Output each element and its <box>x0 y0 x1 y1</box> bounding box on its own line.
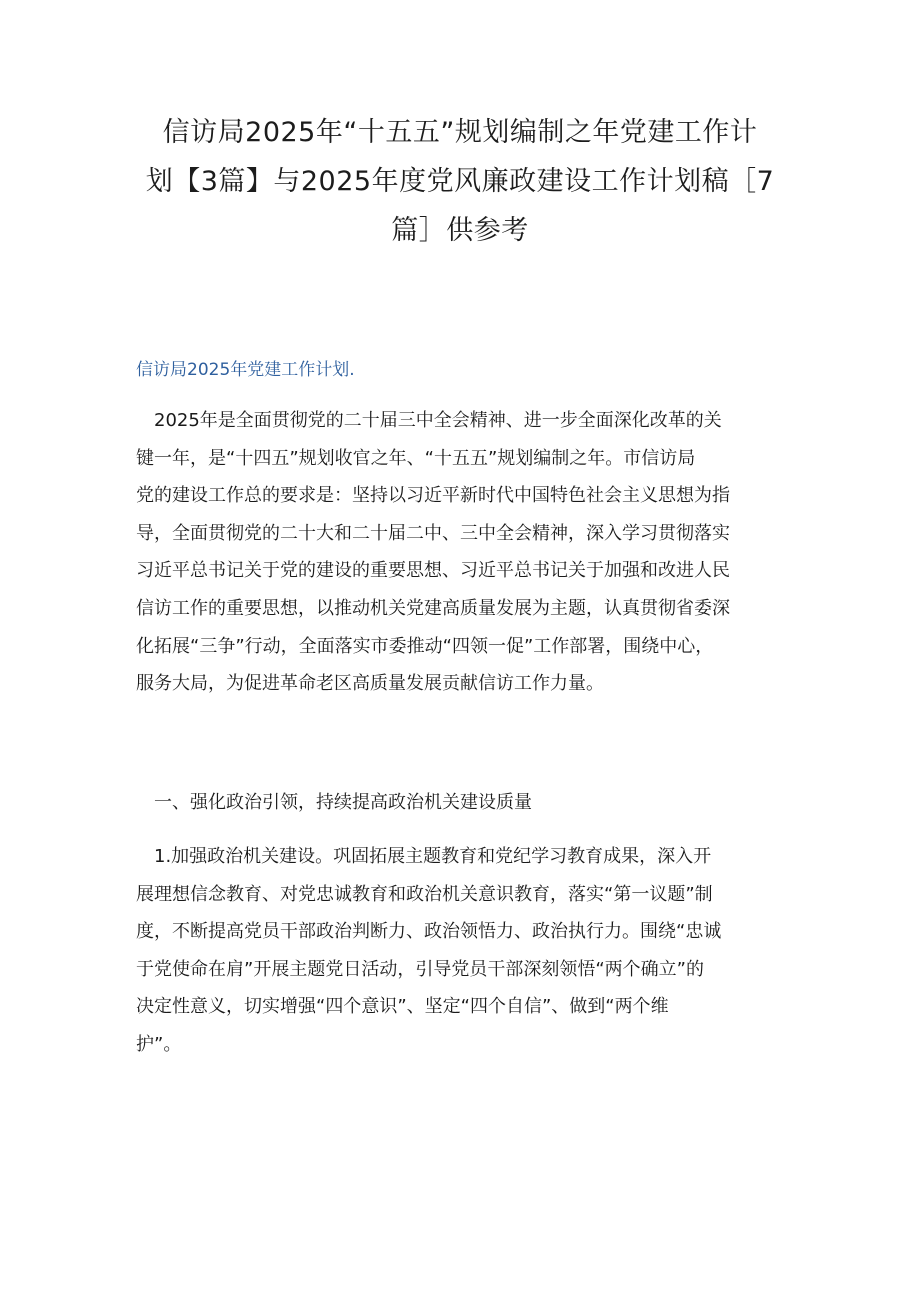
paragraph-line: 服务大局，为促进革命老区高质量发展贡献信访工作力量。 <box>136 673 604 695</box>
title-line: 信访局2025年“十五五”规划编制之年党建工作计 <box>162 117 758 148</box>
section-link[interactable]: 信访局2025年党建工作计划. <box>136 360 355 380</box>
paragraph-line: 党的建设工作总的要求是：坚持以习近平新时代中国特色社会主义思想为指 <box>136 485 730 507</box>
paragraph-line: 于党使命在肩”开展主题党日活动，引导党员干部深刻领悟“两个确立”的 <box>136 958 704 980</box>
paragraph-line: 习近平总书记关于党的建设的重要思想、习近平总书记关于加强和改进人民 <box>136 560 730 582</box>
title-line: 划【3篇】与2025年度党风廉政建设工作计划稿［7 <box>145 166 775 197</box>
paragraph-line: 导，全面贯彻党的二十大和二十届二中、三中全会精神，深入学习贯彻落实 <box>136 522 730 544</box>
document-title <box>110 108 810 255</box>
paragraph-line: 信访工作的重要思想，以推动机关党建高质量发展为主题，认真贯彻省委深 <box>136 597 730 619</box>
paragraph-line: 键一年，是“十四五”规划收官之年、“十五五”规划编制之年。市信访局 <box>136 447 696 469</box>
paragraph-line: 1.加强政治机关建设。巩固拓展主题教育和党纪学习教育成果，深入开 <box>136 846 712 867</box>
paragraph-line: 展理想信念教育、对党忠诚教育和政治机关意识教育，落实“第一议题”制 <box>136 883 713 905</box>
paragraph-line: 化拓展“三争”行动，全面落实市委推动“四领一促”工作部署，围绕中心， <box>136 635 714 657</box>
section-heading <box>136 784 796 822</box>
paragraph-item-1 <box>136 838 796 1064</box>
paragraph-line: 决定性意义，切实增强“四个意识”、坚定“四个自信”、做到“两个维 <box>136 996 669 1018</box>
paragraph-line: 护”。 <box>136 1033 182 1055</box>
paragraph-line: 2025年是全面贯彻党的二十届三中全会精神、进一步全面深化改革的关 <box>136 410 722 431</box>
paragraph-line: 度，不断提高党员干部政治判断力、政治领悟力、政治执行力。围绕“忠诚 <box>136 921 722 943</box>
paragraph-intro <box>136 402 796 703</box>
heading-text: 一、强化政治引领，持续提高政治机关建设质量 <box>136 792 532 813</box>
title-line: 篇］供参考 <box>391 215 529 246</box>
